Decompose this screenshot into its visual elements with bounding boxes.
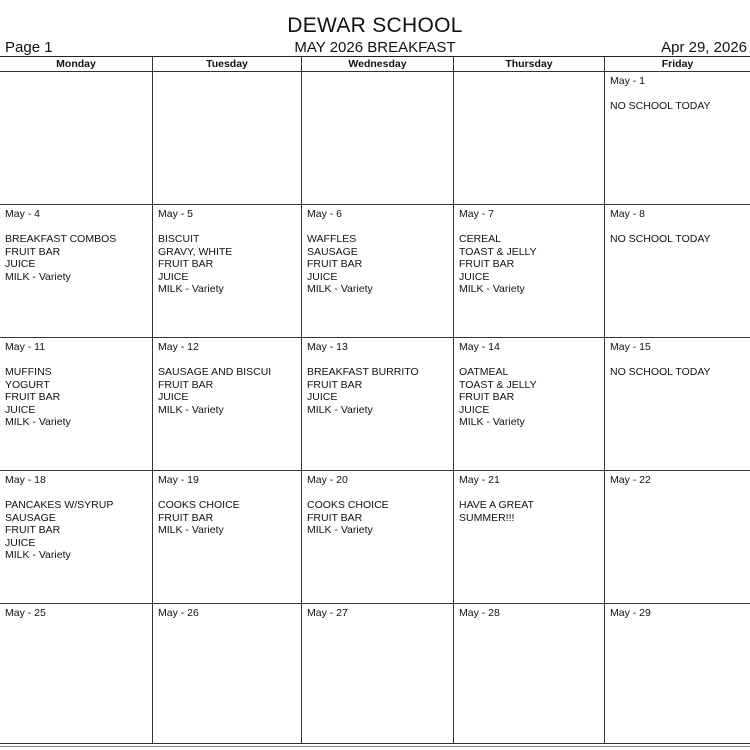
week-row xyxy=(0,72,750,205)
menu-item: MILK - Variety xyxy=(158,283,224,296)
menu-item: JUICE xyxy=(307,391,338,404)
menu-item-list xyxy=(5,499,148,562)
menu-item: COOKS CHOICE xyxy=(158,499,240,511)
day-cell xyxy=(153,205,302,337)
menu-item: FRUIT BAR xyxy=(5,524,61,537)
page-number: Page 1 xyxy=(5,39,53,56)
calendar-weeks xyxy=(0,72,750,744)
menu-calendar xyxy=(0,56,750,744)
menu-item: MILK - Variety xyxy=(5,549,71,562)
day-date: May - 25 xyxy=(5,607,46,619)
day-cell xyxy=(0,338,153,470)
menu-item: FRUIT BAR xyxy=(459,391,515,404)
menu-item: SAUSAGE xyxy=(307,245,358,258)
menu-subtitle: MAY 2026 BREAKFAST xyxy=(294,39,456,56)
day-cell xyxy=(302,338,454,470)
weekday-header-tuesday: Tuesday xyxy=(153,57,302,71)
menu-item: NO SCHOOL TODAY xyxy=(610,366,711,378)
day-cell xyxy=(0,205,153,337)
day-cell xyxy=(605,205,750,337)
day-date: May - 22 xyxy=(610,474,651,486)
menu-item: JUICE xyxy=(5,536,36,549)
menu-item: MILK - Variety xyxy=(459,283,525,296)
day-date: May - 15 xyxy=(610,341,651,353)
menu-item: TOAST & JELLY xyxy=(459,378,537,391)
menu-item: CEREAL xyxy=(459,233,502,245)
day-cell xyxy=(605,604,750,744)
weekday-header-wednesday: Wednesday xyxy=(302,57,454,71)
day-cell xyxy=(454,338,605,470)
day-cell xyxy=(302,604,454,744)
menu-item: MUFFINS xyxy=(5,366,52,378)
menu-item: FRUIT BAR xyxy=(158,378,214,391)
day-cell xyxy=(302,205,454,337)
menu-item: OATMEAL xyxy=(459,366,509,378)
menu-item: FRUIT BAR xyxy=(307,511,363,524)
menu-item: BISCUIT xyxy=(158,233,200,245)
weekday-header-thursday: Thursday xyxy=(454,57,605,71)
menu-item-list xyxy=(307,499,449,537)
menu-item: JUICE xyxy=(307,270,338,283)
menu-item: TOAST & JELLY xyxy=(459,245,537,258)
menu-item: SAUSAGE AND BISCUI xyxy=(158,366,272,378)
day-date: May - 6 xyxy=(307,208,343,220)
menu-item: JUICE xyxy=(459,270,490,283)
menu-item-list xyxy=(459,233,600,296)
menu-item: NO SCHOOL TODAY xyxy=(610,233,711,245)
day-cell xyxy=(302,471,454,603)
menu-item: FRUIT BAR xyxy=(5,245,61,258)
day-date: May - 14 xyxy=(459,341,500,353)
day-cell xyxy=(153,72,302,204)
menu-item-list xyxy=(158,233,297,296)
day-date: May - 11 xyxy=(5,341,46,353)
menu-item: FRUIT BAR xyxy=(158,258,214,271)
menu-item-list xyxy=(610,366,746,379)
week-row xyxy=(0,205,750,338)
day-cell xyxy=(454,604,605,744)
day-date: May - 7 xyxy=(459,208,495,220)
menu-item: FRUIT BAR xyxy=(158,511,214,524)
menu-item: SUMMER!!! xyxy=(459,511,515,524)
bottom-divider xyxy=(0,746,750,747)
weekday-header-row xyxy=(0,57,750,72)
school-title: DEWAR SCHOOL xyxy=(287,14,463,37)
day-cell xyxy=(153,338,302,470)
menu-item: FRUIT BAR xyxy=(307,258,363,271)
menu-item: MILK - Variety xyxy=(5,270,71,283)
menu-item: MILK - Variety xyxy=(307,524,373,537)
menu-item: MILK - Variety xyxy=(307,403,373,416)
menu-item: JUICE xyxy=(5,258,36,271)
week-row xyxy=(0,471,750,604)
day-date: May - 1 xyxy=(610,75,646,87)
menu-item: COOKS CHOICE xyxy=(307,499,389,511)
menu-item-list xyxy=(610,233,746,246)
menu-item: JUICE xyxy=(158,391,189,404)
day-date: May - 12 xyxy=(158,341,199,353)
day-cell xyxy=(454,471,605,603)
menu-item: MILK - Variety xyxy=(307,283,373,296)
weekday-header-monday: Monday xyxy=(0,57,153,71)
menu-item-list xyxy=(610,100,746,113)
menu-item-list xyxy=(307,233,449,296)
menu-item-list xyxy=(307,366,449,416)
menu-item: PANCAKES W/SYRUP xyxy=(5,499,114,511)
menu-item: MILK - Variety xyxy=(158,524,224,537)
menu-item: MILK - Variety xyxy=(5,416,71,429)
day-date: May - 4 xyxy=(5,208,41,220)
day-cell xyxy=(454,205,605,337)
print-date: Apr 29, 2026 xyxy=(661,39,747,56)
day-date: May - 29 xyxy=(610,607,651,619)
menu-item-list xyxy=(5,366,148,429)
menu-item-list xyxy=(158,499,297,537)
menu-item: BREAKFAST COMBOS xyxy=(5,233,117,245)
menu-item: MILK - Variety xyxy=(158,403,224,416)
weekday-header-friday: Friday xyxy=(661,58,694,70)
day-cell xyxy=(153,604,302,744)
day-date: May - 8 xyxy=(610,208,646,220)
menu-item: FRUIT BAR xyxy=(459,258,515,271)
day-cell xyxy=(605,338,750,470)
menu-item-list xyxy=(459,499,600,524)
day-date: May - 18 xyxy=(5,474,46,486)
week-row xyxy=(0,604,750,744)
day-date: May - 13 xyxy=(307,341,348,353)
menu-item: BREAKFAST BURRITO xyxy=(307,366,419,378)
day-cell xyxy=(454,72,605,204)
day-date: May - 26 xyxy=(158,607,199,619)
menu-item: YOGURT xyxy=(5,378,50,391)
day-cell xyxy=(302,72,454,204)
day-cell xyxy=(605,471,750,603)
week-row xyxy=(0,338,750,471)
day-cell xyxy=(0,604,153,744)
day-cell xyxy=(0,72,153,204)
menu-item: FRUIT BAR xyxy=(5,391,61,404)
day-date: May - 19 xyxy=(158,474,199,486)
day-date: May - 20 xyxy=(307,474,348,486)
menu-item-list xyxy=(5,233,148,283)
menu-item: SAUSAGE xyxy=(5,511,56,524)
menu-item: HAVE A GREAT xyxy=(459,499,534,511)
day-cell xyxy=(0,471,153,603)
menu-item: JUICE xyxy=(459,403,490,416)
day-date: May - 27 xyxy=(307,607,348,619)
menu-item: MILK - Variety xyxy=(459,416,525,429)
day-date: May - 5 xyxy=(158,208,194,220)
menu-item: JUICE xyxy=(158,270,189,283)
menu-item: GRAVY, WHITE xyxy=(158,245,233,258)
menu-item: NO SCHOOL TODAY xyxy=(610,100,711,112)
day-cell xyxy=(153,471,302,603)
day-date: May - 21 xyxy=(459,474,500,486)
menu-item: FRUIT BAR xyxy=(307,378,363,391)
menu-item: JUICE xyxy=(5,403,36,416)
day-cell xyxy=(605,72,750,204)
menu-item-list xyxy=(158,366,297,416)
menu-item: WAFFLES xyxy=(307,233,357,245)
day-date: May - 28 xyxy=(459,607,500,619)
menu-item-list xyxy=(459,366,600,429)
